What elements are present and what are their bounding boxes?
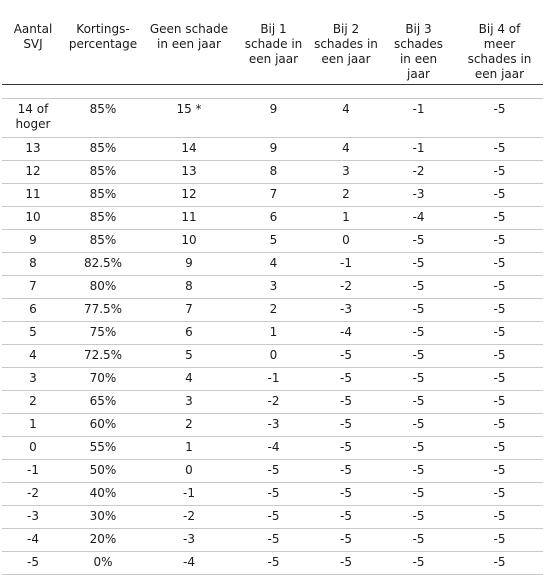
table-cell: 70% — [64, 368, 142, 391]
table-cell: 75% — [64, 322, 142, 345]
table-cell: 60% — [64, 414, 142, 437]
table-cell: -5 — [381, 276, 456, 299]
table-cell: -3 — [236, 414, 311, 437]
bonus-malus-table — [2, 0, 543, 575]
table-cell: 20% — [64, 529, 142, 552]
table-cell: 15 * — [142, 99, 236, 138]
table-cell: 1 — [142, 437, 236, 460]
table-cell: 72.5% — [64, 345, 142, 368]
table-cell: 85% — [64, 207, 142, 230]
header-cell: Bij 3 schades in een jaar — [381, 0, 456, 85]
table-row — [2, 230, 543, 253]
table-row — [2, 506, 543, 529]
table-row — [2, 322, 543, 345]
table-row — [2, 207, 543, 230]
table-cell: -5 — [311, 437, 381, 460]
table-cell: -2 — [236, 391, 311, 414]
table-cell: -5 — [381, 529, 456, 552]
table-cell: -3 — [381, 184, 456, 207]
table-cell: -5 — [456, 345, 543, 368]
table-cell: -5 — [381, 345, 456, 368]
header-cell: Bij 2 schades in een jaar — [311, 0, 381, 85]
table-cell: -5 — [456, 552, 543, 575]
table-cell: 4 — [2, 345, 64, 368]
table-cell: -4 — [311, 322, 381, 345]
table-cell: -5 — [381, 506, 456, 529]
table-cell: -5 — [456, 322, 543, 345]
table-cell: -4 — [142, 552, 236, 575]
table-cell: 85% — [64, 138, 142, 161]
table-cell: -3 — [142, 529, 236, 552]
spacer-row — [2, 85, 543, 99]
table-cell: 85% — [64, 99, 142, 138]
table-cell: -5 — [381, 391, 456, 414]
table-cell: 2 — [2, 391, 64, 414]
table-cell: 4 — [142, 368, 236, 391]
table-cell: 1 — [311, 207, 381, 230]
table-cell: -5 — [456, 253, 543, 276]
table-cell: -5 — [381, 552, 456, 575]
table-cell: -5 — [456, 184, 543, 207]
table-cell: -5 — [456, 299, 543, 322]
table-row — [2, 138, 543, 161]
table-cell: -5 — [456, 276, 543, 299]
table-body — [2, 85, 543, 575]
table-cell: -5 — [236, 529, 311, 552]
table-cell: 9 — [236, 99, 311, 138]
header-row — [2, 0, 543, 85]
header-cell: Aantal SVJ — [2, 0, 64, 85]
table-cell: 0 — [142, 460, 236, 483]
table-cell: 8 — [236, 161, 311, 184]
table-row — [2, 253, 543, 276]
table-row — [2, 414, 543, 437]
table-cell: -5 — [456, 161, 543, 184]
table-cell: 7 — [236, 184, 311, 207]
header-cell: Bij 4 of meer schades in een jaar — [456, 0, 543, 85]
table-cell: 6 — [2, 299, 64, 322]
table-cell: 40% — [64, 483, 142, 506]
table-cell: 9 — [236, 138, 311, 161]
table-cell: -2 — [2, 483, 64, 506]
table-cell: -3 — [2, 506, 64, 529]
table-row — [2, 345, 543, 368]
table-cell: 9 — [2, 230, 64, 253]
table-cell: 82.5% — [64, 253, 142, 276]
table-row — [2, 437, 543, 460]
table-cell: -5 — [311, 414, 381, 437]
table-cell: -5 — [381, 230, 456, 253]
table-cell: 4 — [311, 99, 381, 138]
table-cell: -5 — [381, 253, 456, 276]
table-cell: 8 — [2, 253, 64, 276]
table-cell: 7 — [2, 276, 64, 299]
table-cell: -1 — [142, 483, 236, 506]
table-cell: 14 — [142, 138, 236, 161]
table-cell: -5 — [236, 552, 311, 575]
table-cell: -5 — [456, 414, 543, 437]
header-cell: Geen schade in een jaar — [142, 0, 236, 85]
table-cell: 3 — [236, 276, 311, 299]
table-cell: 2 — [311, 184, 381, 207]
table-row — [2, 99, 543, 138]
table-row — [2, 299, 543, 322]
table-cell: -5 — [456, 230, 543, 253]
table-cell: -5 — [456, 391, 543, 414]
table-cell: -5 — [456, 368, 543, 391]
table-cell: 85% — [64, 230, 142, 253]
table-cell: 50% — [64, 460, 142, 483]
table-cell: -5 — [456, 437, 543, 460]
table-cell: 13 — [2, 138, 64, 161]
table-cell: 12 — [2, 161, 64, 184]
table-cell: -5 — [456, 207, 543, 230]
table-cell: 1 — [2, 414, 64, 437]
table-row — [2, 184, 543, 207]
table-cell: -5 — [311, 345, 381, 368]
table-cell: -5 — [311, 483, 381, 506]
table-cell: -2 — [311, 276, 381, 299]
table-cell: 65% — [64, 391, 142, 414]
table-cell: 9 — [142, 253, 236, 276]
table-cell: -5 — [311, 529, 381, 552]
table-cell: 6 — [236, 207, 311, 230]
table-row — [2, 552, 543, 575]
table-cell: -5 — [311, 391, 381, 414]
table-cell: 85% — [64, 184, 142, 207]
table-cell: 5 — [236, 230, 311, 253]
table-cell: 12 — [142, 184, 236, 207]
table-cell: -5 — [236, 483, 311, 506]
table-row — [2, 368, 543, 391]
table-cell: -5 — [311, 368, 381, 391]
table-cell: 0 — [236, 345, 311, 368]
table-row — [2, 391, 543, 414]
table-cell: -5 — [456, 138, 543, 161]
table-cell: 85% — [64, 161, 142, 184]
table-cell: 5 — [142, 345, 236, 368]
table-cell: 77.5% — [64, 299, 142, 322]
table-cell: 80% — [64, 276, 142, 299]
table-cell: 11 — [2, 184, 64, 207]
table-cell: -5 — [236, 506, 311, 529]
table-cell: -1 — [311, 253, 381, 276]
table-cell: -5 — [381, 437, 456, 460]
table-cell: -5 — [2, 552, 64, 575]
table-cell: 10 — [2, 207, 64, 230]
table-cell: 13 — [142, 161, 236, 184]
table-cell: 8 — [142, 276, 236, 299]
table-cell: -1 — [236, 368, 311, 391]
table-cell: 0 — [311, 230, 381, 253]
table-cell: -5 — [311, 460, 381, 483]
table-cell: 0% — [64, 552, 142, 575]
table-cell: 5 — [2, 322, 64, 345]
table-row — [2, 529, 543, 552]
table-cell: -5 — [381, 299, 456, 322]
table-cell: -5 — [456, 99, 543, 138]
table-cell: 30% — [64, 506, 142, 529]
table-cell: 7 — [142, 299, 236, 322]
table-cell: -2 — [381, 161, 456, 184]
table-cell: -3 — [311, 299, 381, 322]
table-cell: -5 — [381, 460, 456, 483]
header-cell: Bij 1 schade in een jaar — [236, 0, 311, 85]
table-header — [2, 0, 543, 85]
table-cell: -5 — [236, 460, 311, 483]
table-row — [2, 276, 543, 299]
table-row — [2, 460, 543, 483]
table-cell: 11 — [142, 207, 236, 230]
table-cell: 4 — [311, 138, 381, 161]
table-cell: -1 — [381, 99, 456, 138]
table-cell: 10 — [142, 230, 236, 253]
table-cell: 2 — [236, 299, 311, 322]
table-cell: -5 — [381, 368, 456, 391]
table-cell: 14 of hoger — [2, 99, 64, 138]
table-cell: 3 — [311, 161, 381, 184]
table-cell: -5 — [311, 552, 381, 575]
table-row — [2, 483, 543, 506]
table-cell: -5 — [456, 483, 543, 506]
table-cell: 55% — [64, 437, 142, 460]
table-cell: -1 — [2, 460, 64, 483]
table-cell: 2 — [142, 414, 236, 437]
table-row — [2, 161, 543, 184]
table-cell: -5 — [381, 483, 456, 506]
table-cell: 6 — [142, 322, 236, 345]
table-cell: 3 — [142, 391, 236, 414]
table-cell: -1 — [381, 138, 456, 161]
table-cell: -5 — [381, 322, 456, 345]
table-cell: -5 — [456, 460, 543, 483]
table-cell: -5 — [381, 414, 456, 437]
table-cell: -4 — [236, 437, 311, 460]
table-cell: -4 — [381, 207, 456, 230]
table-cell: -5 — [456, 529, 543, 552]
table-cell: -5 — [311, 506, 381, 529]
table-cell: 3 — [2, 368, 64, 391]
header-cell: Kortings- percentage — [64, 0, 142, 85]
table-cell: 0 — [2, 437, 64, 460]
table-cell: -4 — [2, 529, 64, 552]
table-cell: -2 — [142, 506, 236, 529]
table-cell: 1 — [236, 322, 311, 345]
table-cell: -5 — [456, 506, 543, 529]
table-cell: 4 — [236, 253, 311, 276]
